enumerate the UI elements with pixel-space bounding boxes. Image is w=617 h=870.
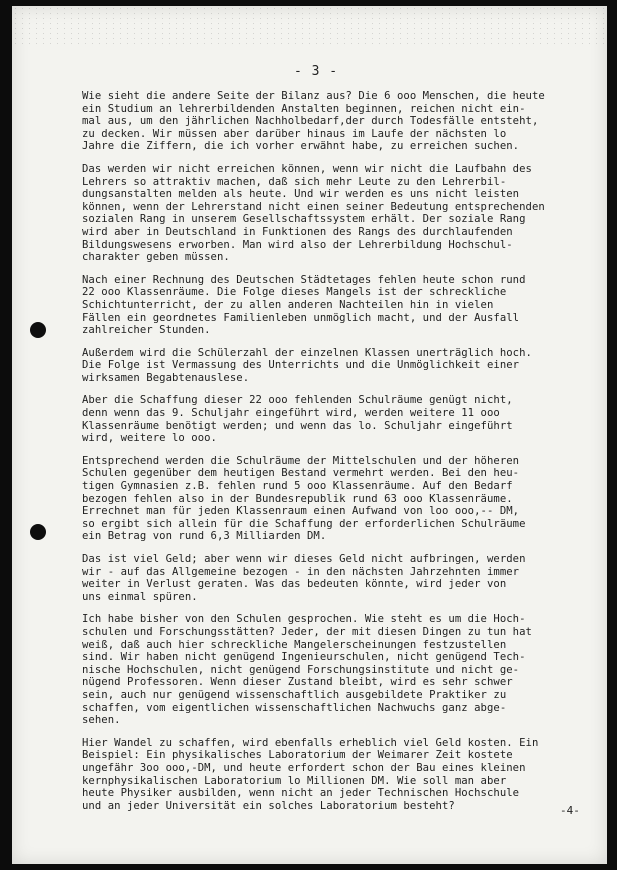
text-line: so ergibt sich allein für die Schaffung der erforderlichen Schulräume <box>82 517 526 530</box>
text-line: sozialen Rang in unserem Gesellschaftssystem erhält. Der soziale Rang <box>82 213 526 226</box>
text-line: Bildungswesens erworben. Man wird also der Lehrerbildung Hochschul- <box>82 238 513 251</box>
text-line: Die Folge ist Vermassung des Unterrichts und die Unmöglichkeit einer <box>82 359 520 372</box>
text-line: Lehrers so attraktiv machen, daß sich mehr Leute zu den Lehrerbil- <box>82 175 507 188</box>
text-line: sein, auch nur genügend wissenschaftlich ausgebildete Praktiker zu <box>82 688 507 701</box>
text-line: kernphysikalischen Laboratorium lo Millionen DM. Wie soll man aber <box>82 774 507 787</box>
text-line: denn wenn das 9. Schuljahr eingeführt wird, werden weitere 11 ooo <box>82 407 500 420</box>
paragraph <box>82 613 592 726</box>
text-line: Schichtunterricht, der zu allen anderen Nachteilen hin in vielen <box>82 298 494 311</box>
paragraph <box>82 163 592 264</box>
punch-hole-bottom <box>30 524 46 540</box>
paragraph <box>82 274 592 337</box>
text-line: tigen Gymnasien z.B. fehlen rund 5 ooo Klassenräume. Auf den Bedarf <box>82 480 513 493</box>
page-number: - 3 - <box>294 64 339 79</box>
text-line: können, wenn der Lehrerstand nicht einen seiner Bedeutung entsprechenden <box>82 200 545 213</box>
text-line: Errechnet man für jeden Klassenraum einen Aufwand von loo ooo,-- DM, <box>82 505 520 518</box>
paragraph <box>82 394 592 444</box>
text-line: Aber die Schaffung dieser 22 ooo fehlenden Schulräume genügt nicht, <box>82 394 513 407</box>
text-line: sind. Wir haben nicht genügend Ingenieurschulen, nicht genügend Tech- <box>82 651 526 664</box>
text-line: 22 ooo Klassenräume. Die Folge dieses Mangels ist der schreckliche <box>82 286 507 299</box>
text-line: wird aber in Deutschland in Funktionen des Rangs des durchlaufenden <box>82 225 513 238</box>
continuation-mark: -4- <box>560 804 580 817</box>
text-line: und an jeder Universität ein solches Laboratorium besteht? <box>82 799 455 812</box>
text-line: schulen und Forschungsstätten? Jeder, der mit diesen Dingen zu tun hat <box>82 625 532 638</box>
text-line: zu decken. Wir müssen aber darüber hinaus im Laufe der nächsten lo <box>82 127 507 140</box>
text-line: Jahre die Ziffern, die ich vorher erwähnt habe, zu erreichen suchen. <box>82 140 520 153</box>
text-line: heute Physiker ausbilden, wenn nicht an jeder Technischen Hochschule <box>82 787 520 800</box>
text-line: nische Hochschulen, nicht genügend Forschungsinstitute und nicht ge- <box>82 663 520 676</box>
paragraph <box>82 737 592 813</box>
text-line: Das werden wir nicht erreichen können, wenn wir nicht die Laufbahn des <box>82 162 532 175</box>
paragraph <box>82 347 592 385</box>
text-line: ungefähr 3oo ooo,-DM, und heute erfordert schon der Bau eines kleinen <box>82 761 526 774</box>
text-line: ein Betrag von rund 6,3 Milliarden DM. <box>82 530 327 543</box>
text-line: wirksamen Begabtenauslese. <box>82 371 250 384</box>
paragraph <box>82 90 592 153</box>
text-line: uns einmal spüren. <box>82 590 198 603</box>
text-line: Fällen ein geordnetes Familienleben unmöglich macht, und der Ausfall <box>82 311 520 324</box>
document-body <box>82 90 592 822</box>
paragraph <box>82 553 592 603</box>
text-line: charakter geben müssen. <box>82 251 230 264</box>
text-line: wird, weitere lo ooo. <box>82 432 217 445</box>
text-line: ein Studium an lehrerbildenden Anstalten beginnen, reichen nicht ein- <box>82 102 526 115</box>
text-line: weiter in Verlust geraten. Was das bedeuten könnte, wird jeder von <box>82 578 507 591</box>
text-line: dungsanstalten melden als heute. Und wir werden es uns nicht leisten <box>82 188 520 201</box>
text-line: Hier Wandel zu schaffen, wird ebenfalls erheblich viel Geld kosten. Ein <box>82 736 539 749</box>
text-line: Ich habe bisher von den Schulen gesprochen. Wie steht es um die Hoch- <box>82 613 526 626</box>
text-line: Beispiel: Ein physikalisches Laboratorium der Weimarer Zeit kostete <box>82 749 513 762</box>
text-line: weiß, daß auch hier schreckliche Mangelerscheinungen festzustellen <box>82 638 507 651</box>
text-line: mal aus, um den jährlichen Nachholbedarf,der durch Todesfälle entsteht, <box>82 115 539 128</box>
text-line: Klassenräume benötigt werden; und wenn das lo. Schuljahr eingeführt <box>82 419 513 432</box>
document-page <box>12 6 607 864</box>
text-line: schaffen, vom eigentlichen wissenschaftlichen Nachwuchs ganz abge- <box>82 701 507 714</box>
text-line: Entsprechend werden die Schulräume der Mittelschulen und der höheren <box>82 454 520 467</box>
scan-noise <box>12 6 607 46</box>
text-line: Außerdem wird die Schülerzahl der einzelnen Klassen unerträglich hoch. <box>82 346 532 359</box>
text-line: bezogen fehlen also in der Bundesrepublik rund 63 ooo Klassenräume. <box>82 492 513 505</box>
text-line: Schulen gegenüber dem heutigen Bestand vermehrt werden. Bei den heu- <box>82 467 520 480</box>
text-line: Wie sieht die andere Seite der Bilanz aus? Die 6 ooo Menschen, die heute <box>82 90 545 102</box>
text-line: Das ist viel Geld; aber wenn wir dieses Geld nicht aufbringen, werden <box>82 553 526 565</box>
paragraph <box>82 455 592 543</box>
punch-hole-top <box>30 322 46 338</box>
text-line: wir - auf das Allgemeine bezogen - in den nächsten Jahrzehnten immer <box>82 565 520 578</box>
text-line: nügend Professoren. Wenn dieser Zustand bleibt, wird es sehr schwer <box>82 676 513 689</box>
text-line: sehen. <box>82 714 121 727</box>
text-line: zahlreicher Stunden. <box>82 324 211 337</box>
text-line: Nach einer Rechnung des Deutschen Städtetages fehlen heute schon rund <box>82 273 526 286</box>
